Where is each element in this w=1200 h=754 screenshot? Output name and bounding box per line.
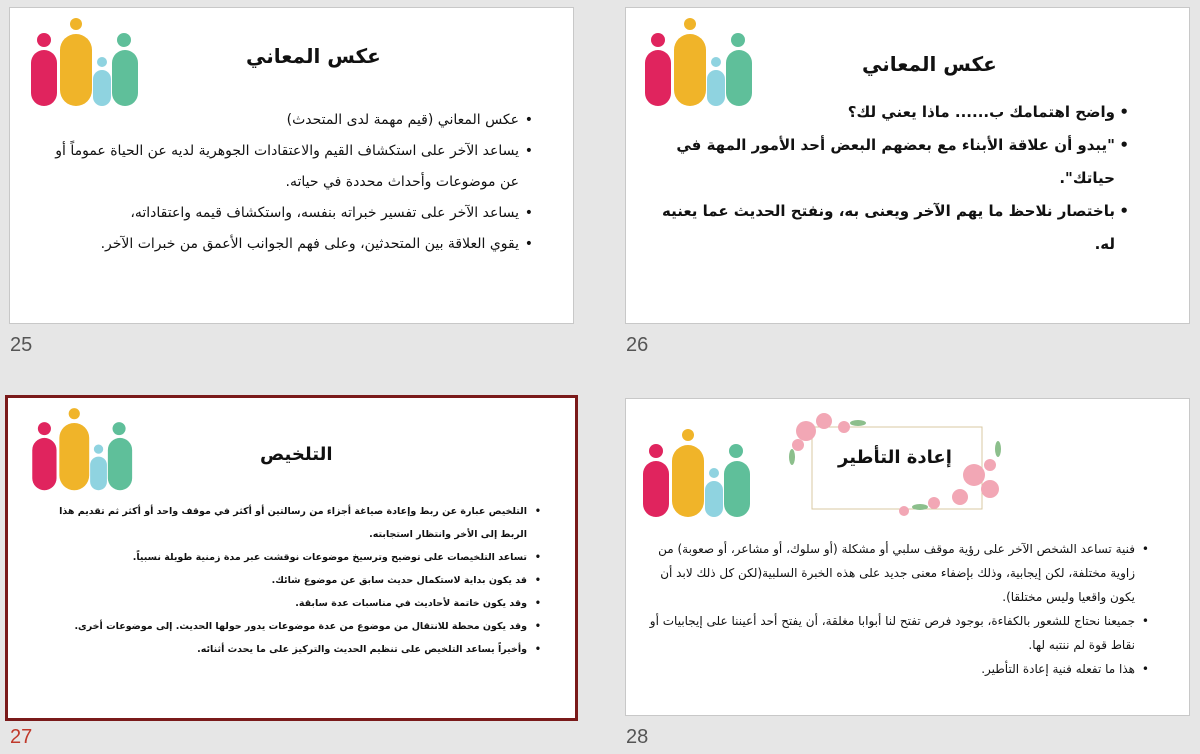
slide-number: 27 xyxy=(10,726,33,748)
bullet-item: • عكس المعاني (قيم مهمة لدى المتحدث) xyxy=(33,105,533,136)
bullet-item: • يقوي العلاقة بين المتحدثين، وعلى فهم الجوانب الأعمق من خبرات الآخر. xyxy=(33,229,533,260)
bullet-item: • وقد يكون خاتمة لأحاديث في مناسبات عدة سابقة. xyxy=(31,592,541,615)
bullet-item: • يساعد الآخر على تفسير خبراته بنفسه، واستكشاف قيمه واعتقاداته، xyxy=(33,198,533,229)
slide-title: عكس المعاني xyxy=(862,52,997,76)
bullet-item: • باختصار نلاحظ ما يهم الآخر ويعنى به، ونفتح الحديث عما يعنيه له. xyxy=(659,195,1129,261)
bullet-item: • واضح اهتمامك ب...... ماذا يعني لك؟ xyxy=(659,96,1129,129)
bullet-item: • هذا ما تفعله فنية إعادة التأطير. xyxy=(649,657,1149,681)
bullet-item: • يساعد الآخر على استكشاف القيم والاعتقادات الجوهرية لديه عن الحياة عموماً أو عن موضوعات وأحداث محددة في حياته. xyxy=(33,136,533,198)
slide-thumbnail-26[interactable] xyxy=(625,7,1190,324)
bullet-item: • فنية تساعد الشخص الآخر على رؤية موقف سلبي أو مشكلة (أو سلوك، أو مشاعر، أو صعوبة) من زاوية مختلفة، لكن إيجابية، وذلك بإضفاء معنى جديد على هذه الخبرة السلبية(لكن كل ذلك لابد أن يكون واقعيا وليس مختلقا). xyxy=(649,537,1149,609)
family-logo-icon xyxy=(22,408,134,494)
slide-title: إعادة التأطير xyxy=(838,447,952,468)
slide-title: عكس المعاني xyxy=(246,44,381,68)
bullet-item: • وأخيراً يساعد التلخيص على تنظيم الحديث والتركيز على ما يحدث أثنائه. xyxy=(31,638,541,661)
bullet-item: • قد يكون بداية لاستكمال حديث سابق عن موضوع شائك. xyxy=(31,569,541,592)
family-logo-icon xyxy=(632,429,752,521)
slide-thumbnail-27[interactable] xyxy=(5,395,578,721)
bullet-item: • التلخيص عبارة عن ربط وإعادة صياغة أجزاء من رسالتين أو أكثر في موقف واحد أو أكثر ثم تقديم هذا الربط إلى الأخر وانتظار استجابته. xyxy=(31,500,541,546)
family-logo-icon xyxy=(20,18,140,110)
slide-thumbnail-28[interactable] xyxy=(625,398,1190,716)
bullet-item: • جميعنا نحتاج للشعور بالكفاءة، بوجود فرص تفتح لنا أبوابا مغلقة، أن يفتح أحد أعيننا على إيجابيات أو نقاط قوة لم ننتبه لها. xyxy=(649,609,1149,657)
bullet-item: • "يبدو أن علاقة الأبناء مع بعضهم البعض أحد الأمور المهة في حياتك". xyxy=(659,129,1129,195)
slide-number: 26 xyxy=(626,334,649,356)
bullet-list xyxy=(659,96,1129,261)
bullet-list xyxy=(33,105,533,260)
slide-number: 25 xyxy=(10,334,33,356)
slide-title: التلخيص xyxy=(260,444,333,465)
bullet-item: • تساعد التلخيصات على توضيح وترسيخ موضوعات نوقشت عبر مدة زمنية طويلة نسبياً. xyxy=(31,546,541,569)
bullet-item: • وقد يكون محطة للانتقال من موضوع من عدة موضوعات يدور حولها الحديث. إلى موضوعات أخرى. xyxy=(31,615,541,638)
bullet-list xyxy=(31,500,541,661)
slide-number: 28 xyxy=(626,726,649,748)
slide-thumbnail-25[interactable] xyxy=(9,7,574,324)
bullet-list xyxy=(649,537,1149,681)
